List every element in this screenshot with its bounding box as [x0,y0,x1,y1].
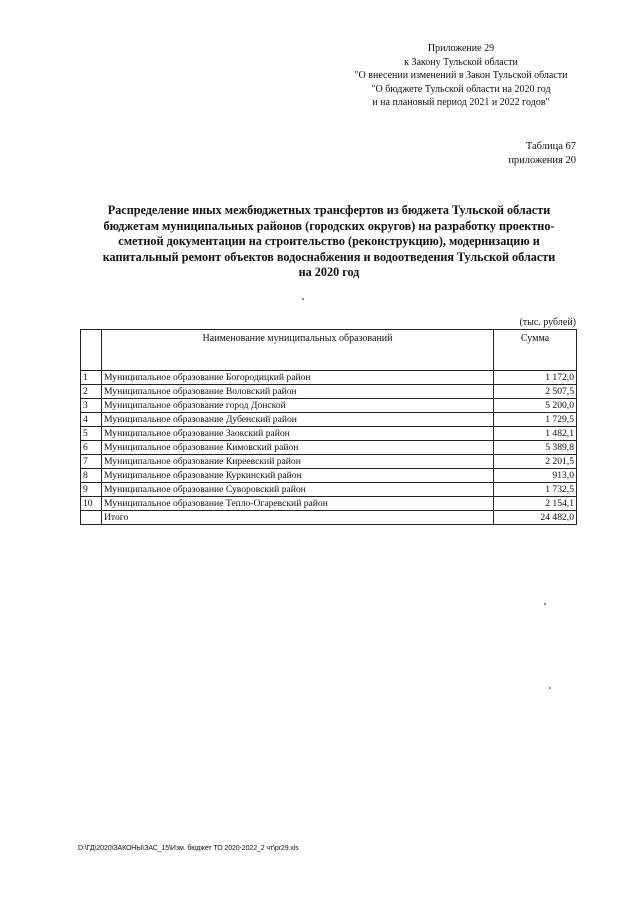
title-line: Распределение иных межбюджетных трансфертов из бюджета Тульской области [107,203,551,217]
total-sum: 24 482,0 [494,511,577,525]
table-row [81,371,577,385]
table-row [81,399,577,413]
title-line: капитальный ремонт объектов водоснабжения и водоотведения Тульской области [102,249,556,264]
row-name: Муниципальное образование Кимовский район [102,441,494,455]
row-name: Муниципальное образование Суворовский район [102,483,494,497]
row-number: 5 [81,427,102,441]
row-sum: 1 732,5 [494,483,577,497]
scan-speck [544,603,546,605]
table-ref-line: Таблица 67 [525,141,576,152]
row-name: Муниципальное образование Тепло-Огаревский район [102,497,494,511]
scan-speck [549,687,551,689]
file-path-footer: D:\ГД\2020\ЗАКОНЫ\ЗАС_15\Изм. бюджет ТО 2020-2022_2 чт\pr29.xls [78,845,299,852]
table-row [81,413,577,427]
row-name: Муниципальное образование Дубенский район [102,413,494,427]
column-header-number [81,330,102,371]
units-label: (тыс. рублей) [519,317,576,328]
row-sum: 5 200,0 [494,399,577,413]
row-sum: 2 507,5 [494,385,577,399]
row-sum: 1 172,0 [494,371,577,385]
document-title [82,203,576,281]
table-ref-line: приложения 20 [508,154,576,166]
total-number [81,511,102,525]
row-name: Муниципальное образование Воловский район [102,385,494,399]
scan-speck [302,298,304,300]
row-sum: 2 154,1 [494,497,577,511]
row-number: 1 [81,371,102,385]
title-line: сметной документации на строительство (реконструкцию), модернизацию и [118,234,540,249]
row-sum: 5 389,8 [494,441,577,455]
row-sum: 2 201,5 [494,455,577,469]
row-sum: 1 729,5 [494,413,577,427]
table-header-row [81,330,577,371]
row-sum: 913,0 [494,469,577,483]
row-number: 3 [81,399,102,413]
row-number: 4 [81,413,102,427]
appendix-line: Приложение 29 [427,43,495,54]
row-name: Муниципальное образование Богородицкий район [102,371,494,385]
column-header-sum: Сумма [494,330,577,371]
table-reference [508,140,576,167]
row-name: Муниципальное образование город Донской [102,399,494,413]
row-number: 9 [81,483,102,497]
title-line: на 2020 год [298,265,360,280]
row-name: Муниципальное образование Киреевский район [102,455,494,469]
table-row [81,455,577,469]
row-number: 6 [81,441,102,455]
row-number: 8 [81,469,102,483]
row-name: Муниципальное образование Куркинский район [102,469,494,483]
title-line: бюджетам муниципальных районов (городских округов) на разработку проектно- [103,218,555,233]
table-total-row [81,511,577,525]
transfers-table [80,329,577,525]
row-number: 10 [81,497,102,511]
table-row [81,497,577,511]
appendix-line: к Закону Тульской области [404,56,518,68]
row-number: 7 [81,455,102,469]
row-number: 2 [81,385,102,399]
table-row [81,427,577,441]
appendix-line: "О внесении изменений в Закон Тульской области [354,70,568,82]
table-row [81,385,577,399]
total-label: Итого [102,511,494,525]
appendix-line: "О бюджете Тульской области на 2020 год [371,83,551,95]
table-row [81,483,577,497]
table-row [81,441,577,455]
row-name: Муниципальное образование Заокский район [102,427,494,441]
appendix-header [340,42,582,110]
column-header-name: Наименование муниципальных образований [102,330,494,371]
row-sum: 1 482,1 [494,427,577,441]
appendix-line: и на плановый период 2021 и 2022 годов" [372,97,550,109]
table-row [81,469,577,483]
